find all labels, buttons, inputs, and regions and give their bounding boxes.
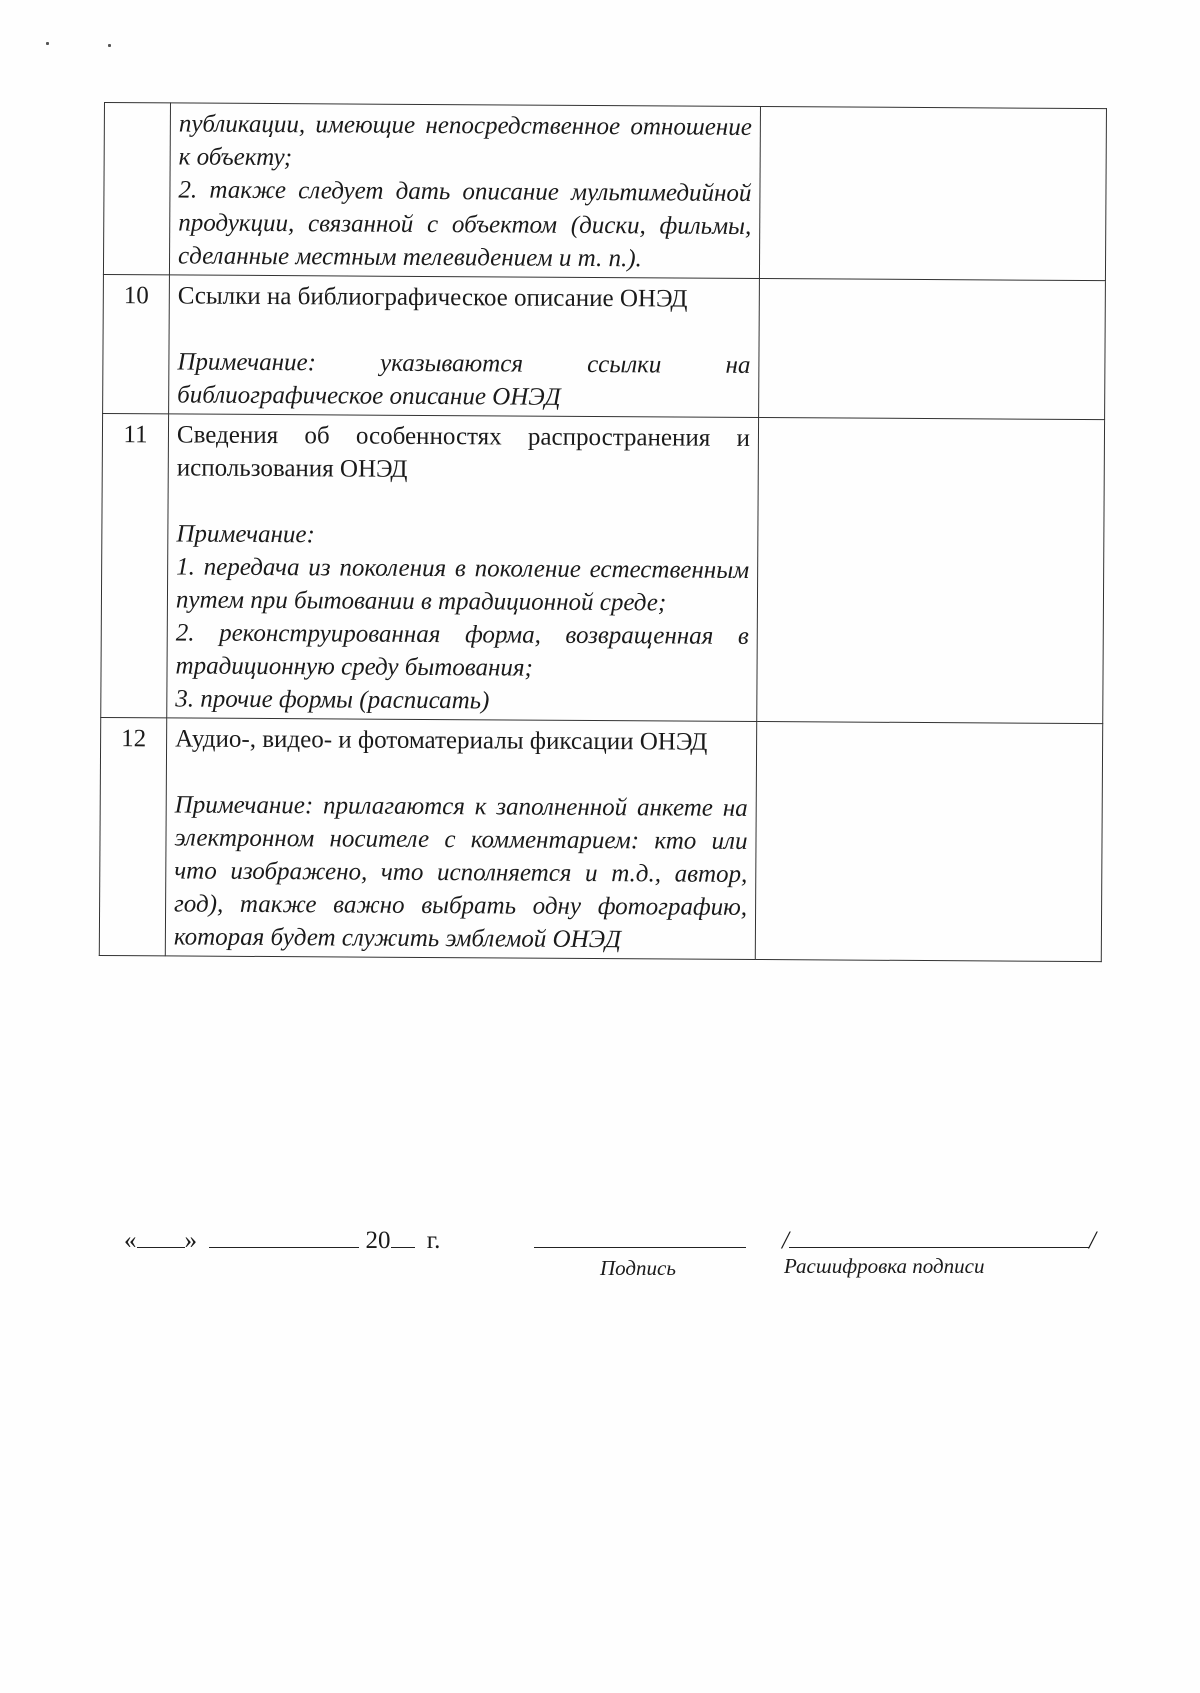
item-note: 3. прочие формы (расписать) (175, 685, 490, 715)
quote-open: « (124, 1227, 137, 1254)
item-note: Примечание: (176, 520, 315, 549)
answer-cell[interactable] (757, 418, 1105, 724)
scan-speck (46, 42, 49, 45)
scan-specks (40, 38, 160, 58)
decoding-line (782, 1223, 1096, 1255)
year-suffix: г. (426, 1227, 441, 1254)
day-blank[interactable] (137, 1225, 185, 1248)
item-description-cell (169, 275, 760, 418)
answer-cell[interactable] (759, 107, 1106, 281)
item-title: Аудио-, видео- и фотоматериалы фиксации ОНЭД (175, 725, 708, 756)
year-prefix: 20 (365, 1227, 391, 1254)
scan-speck (108, 44, 111, 47)
questionnaire-table (99, 102, 1107, 962)
table-row (103, 103, 1106, 281)
item-note: 2. реконструированная форма, возвращенная в традиционную среду бытования; (175, 619, 749, 682)
item-description-cell (167, 414, 759, 722)
spacer (175, 755, 748, 791)
slash-right: / (1088, 1227, 1096, 1254)
row-number-cell (103, 103, 170, 275)
row-number-cell: 11 (101, 413, 169, 717)
row-number-cell: 10 (103, 274, 170, 413)
item-title: Ссылки на библиографическое описание ОНЭД (177, 282, 688, 313)
spacer (178, 312, 751, 348)
quote-close: » (184, 1227, 197, 1254)
answer-cell[interactable] (755, 721, 1102, 961)
answer-cell[interactable] (759, 279, 1106, 420)
table-row (101, 413, 1105, 723)
item-note: 1. передача из поколения в поколение естественным путем при бытовании в традиционной среде; (175, 553, 750, 617)
item-description-cell (169, 103, 760, 279)
item-title: Сведения об особенностях распространения и использования ОНЭД (176, 421, 751, 483)
signature-block (124, 1225, 1104, 1305)
table-row (103, 274, 1106, 419)
decoding-blank[interactable] (789, 1223, 1089, 1248)
slash-left: / (782, 1227, 789, 1254)
date-line (124, 1225, 440, 1255)
item-note: 2. также следует дать описание мультимедийной продукции, связанной с объектом (диски, фильмы, сделанные местным телевидением и т. п.). (177, 176, 752, 273)
signature-line[interactable] (534, 1247, 746, 1248)
month-blank[interactable] (209, 1225, 359, 1248)
item-note: Примечание: прилагаются к заполненной анкете на электронном носителе с комментарием: кто или что изображено, что исполняется и т.д., автор, год), также важно выбрать одну фотографию, которая будет служить эмблемой ОНЭД (173, 791, 748, 954)
item-note: публикации, имеющие непосредственное отношение к объекту; (178, 110, 752, 172)
decoding-caption: Расшифровка подписи (784, 1254, 985, 1278)
year-blank[interactable] (391, 1225, 415, 1248)
spacer (176, 484, 749, 520)
row-number-cell: 12 (99, 717, 166, 955)
table-body (99, 103, 1106, 962)
table-row (99, 717, 1102, 961)
item-note: Примечание: указываются ссылки на библиографическое описание ОНЭД (177, 348, 751, 411)
signature-caption: Подпись (600, 1256, 676, 1280)
item-description-cell (165, 718, 756, 960)
